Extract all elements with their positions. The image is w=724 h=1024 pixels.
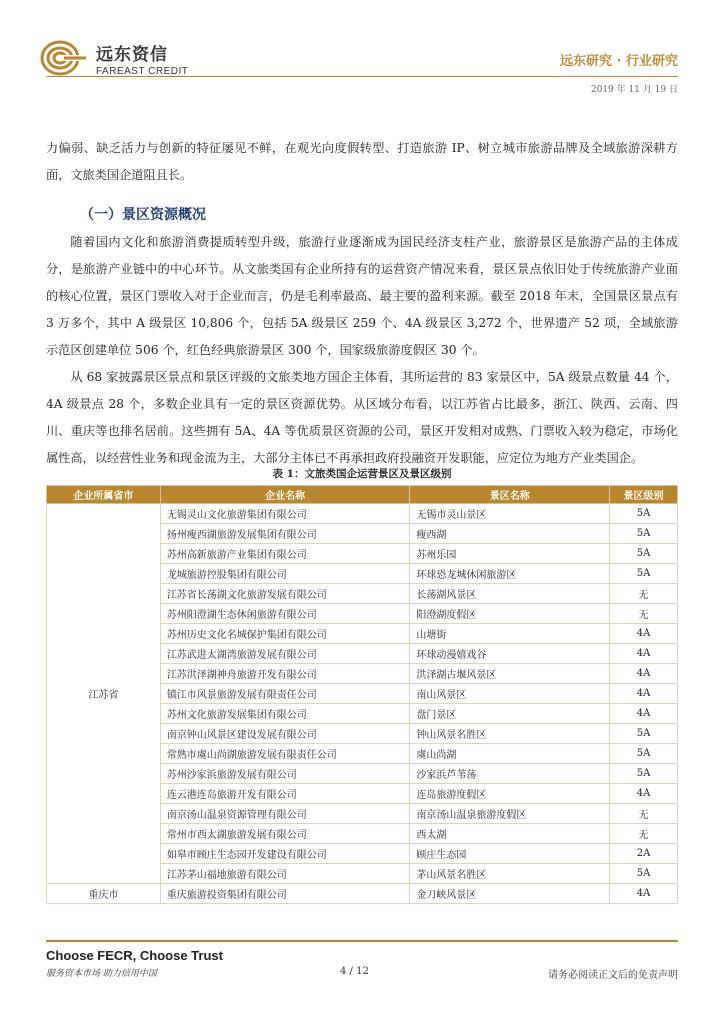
cell-scenic-area: 盘门景区 bbox=[410, 704, 610, 724]
disclaimer-notice: 请务必阅读正文后的免责声明 bbox=[548, 970, 678, 981]
logo-chinese-name: 远东资信 bbox=[96, 44, 168, 65]
cell-level: 4A bbox=[610, 624, 678, 644]
paragraph-intro: 力偏弱、缺乏活力与创新的特征屡见不鲜，在观光向度假转型、打造旅游 IP、树立城市旅游品牌及全域旅游深耕方面，文旅类国企道阻且长。 bbox=[46, 141, 678, 182]
footer-slogan: Choose FECR, Choose Trust bbox=[46, 948, 223, 963]
page-number: 4 / 12 bbox=[340, 966, 369, 977]
cell-scenic-area: 阳澄湖度假区 bbox=[410, 604, 610, 624]
cell-company: 江苏省长荡湖文化旅游发展有限公司 bbox=[160, 584, 410, 604]
cell-scenic-area: 虞山尚湖 bbox=[410, 744, 610, 764]
paragraph-overview: 随着国内文化和旅游消费提质转型升级，旅游行业逐渐成为国民经济支柱产业，旅游景区是旅游产品的主体成分，是旅游产业链中的中心环节。从文旅类国有企业所持有的运营资产情况来看，景区景点依旧处于传统旅游产业面的核心位置，景区门票收入对于企业而言，仍是毛利率最高、最主要的盈利来源。截至 2018 年末，全国景区景点有 3 万多个，其中 A 级景区 10,806 个，包括 5A 级景区 259 个、4A 级景区 3,272 个，世界遗产 52 项，全域旅游示范区创建单位 506 个，红色经典旅游景区 300 个，国家级旅游度假区 30 个。 bbox=[46, 235, 678, 357]
cell-scenic-area: 沙家浜芦苇荡 bbox=[410, 764, 610, 784]
page-header bbox=[0, 0, 724, 110]
cell-level: 4A bbox=[610, 644, 678, 664]
cell-company: 如皋市顾庄生态园开发建设有限公司 bbox=[160, 844, 410, 864]
table-row bbox=[47, 504, 678, 524]
cell-level: 5A bbox=[610, 544, 678, 564]
cell-scenic-area: 长荡湖风景区 bbox=[410, 584, 610, 604]
cell-level: 5A bbox=[610, 564, 678, 584]
cell-level: 4A bbox=[610, 684, 678, 704]
cell-level: 5A bbox=[610, 744, 678, 764]
cell-province: 重庆市 bbox=[47, 884, 161, 904]
cell-level: 5A bbox=[610, 724, 678, 744]
footer-divider bbox=[46, 940, 678, 942]
cell-level: 4A bbox=[610, 704, 678, 724]
section-heading: （一）景区资源概况 bbox=[80, 207, 206, 223]
cell-company: 常州市西太湖旅游发展有限公司 bbox=[160, 824, 410, 844]
cell-company: 常熟市虞山尚湖旅游发展有限责任公司 bbox=[160, 744, 410, 764]
cell-company: 重庆旅游投资集团有限公司 bbox=[160, 884, 410, 904]
cell-level: 无 bbox=[610, 804, 678, 824]
cell-company: 龙城旅游控股集团有限公司 bbox=[160, 564, 410, 584]
cell-scenic-area: 环球恐龙城休闲旅游区 bbox=[410, 564, 610, 584]
cell-company: 苏州高新旅游产业集团有限公司 bbox=[160, 544, 410, 564]
cell-company: 苏州文化旅游发展集团有限公司 bbox=[160, 704, 410, 724]
cell-company: 连云港连岛旅游开发有限公司 bbox=[160, 784, 410, 804]
cell-company: 无锡灵山文化旅游集团有限公司 bbox=[160, 504, 410, 524]
cell-level: 5A bbox=[610, 524, 678, 544]
header-scenic-area: 景区名称 bbox=[410, 486, 610, 504]
cell-level: 无 bbox=[610, 824, 678, 844]
cell-company: 江苏洪泽湖神舟旅游开发有限公司 bbox=[160, 664, 410, 684]
cell-scenic-area: 南京汤山温泉旅游度假区 bbox=[410, 804, 610, 824]
cell-company: 苏州历史文化名城保护集团有限公司 bbox=[160, 624, 410, 644]
cell-company: 南京汤山温泉资源管理有限公司 bbox=[160, 804, 410, 824]
cell-company: 江苏茅山福地旅游有限公司 bbox=[160, 864, 410, 884]
cell-scenic-area: 洪泽湖古堰风景区 bbox=[410, 664, 610, 684]
header-level: 景区级别 bbox=[610, 486, 678, 504]
cell-level: 4A bbox=[610, 784, 678, 804]
cell-company: 南京钟山风景区建设发展有限公司 bbox=[160, 724, 410, 744]
cell-company: 江苏武进太湖湾旅游发展有限公司 bbox=[160, 644, 410, 664]
cell-scenic-area: 连岛旅游度假区 bbox=[410, 784, 610, 804]
table-header-row bbox=[47, 486, 678, 504]
cell-scenic-area: 西太湖 bbox=[410, 824, 610, 844]
scenic-area-table bbox=[46, 485, 678, 904]
main-content bbox=[46, 135, 678, 472]
report-date: 2019 年 11 月 19 日 bbox=[590, 85, 678, 95]
cell-scenic-area: 顾庄生态园 bbox=[410, 844, 610, 864]
table-body bbox=[47, 504, 678, 904]
table-row bbox=[47, 884, 678, 904]
logo-mark-icon bbox=[40, 38, 88, 78]
company-logo bbox=[40, 38, 188, 78]
cell-company: 苏州沙家浜旅游发展有限公司 bbox=[160, 764, 410, 784]
cell-province: 江苏省 bbox=[47, 504, 161, 884]
cell-scenic-area: 茅山风景名胜区 bbox=[410, 864, 610, 884]
cell-level: 5A bbox=[610, 764, 678, 784]
cell-level: 无 bbox=[610, 584, 678, 604]
report-category: 远东研究 · 行业研究 bbox=[560, 54, 678, 69]
table-caption: 表 1：文旅类国企运营景区及景区级别 bbox=[272, 468, 452, 480]
cell-scenic-area: 钟山风景名胜区 bbox=[410, 724, 610, 744]
cell-level: 无 bbox=[610, 604, 678, 624]
cell-level: 5A bbox=[610, 864, 678, 884]
cell-level: 4A bbox=[610, 664, 678, 684]
cell-company: 扬州瘦西湖旅游发展集团有限公司 bbox=[160, 524, 410, 544]
header-province: 企业所属省市 bbox=[47, 486, 161, 504]
cell-scenic-area: 苏州乐园 bbox=[410, 544, 610, 564]
cell-company: 镇江市风景旅游发展有限责任公司 bbox=[160, 684, 410, 704]
cell-level: 5A bbox=[610, 504, 678, 524]
logo-english-name: FAREAST CREDIT bbox=[96, 65, 189, 77]
cell-scenic-area: 环球动漫嬉戏谷 bbox=[410, 644, 610, 664]
cell-scenic-area: 南山风景区 bbox=[410, 684, 610, 704]
footer-tagline: 服务资本市场 助力信用中国 bbox=[46, 969, 157, 979]
cell-scenic-area: 瘦西湖 bbox=[410, 524, 610, 544]
cell-level: 4A bbox=[610, 884, 678, 904]
paragraph-distribution: 从 68 家披露景区景点和景区评级的文旅类地方国企主体看，其所运营的 83 家景区中，5A 级景点数量 44 个，4A 级景点 28 个，多数企业具有一定的景区资源优势。从区域分布看，以江苏省占比最多，浙江、陕西、云南、四川、重庆等也排名居前。这些拥有 5A、4A 等优质景区资源的公司，景区开发相对成熟、门票收入较为稳定，市场化属性高，以经营性业务和现金流为主，大部分主体已不再承担政府投融资开发职能，应定位为地方产业类国企。 bbox=[46, 370, 678, 465]
cell-scenic-area: 山塘街 bbox=[410, 624, 610, 644]
header-company: 企业名称 bbox=[160, 486, 410, 504]
cell-scenic-area: 金刀峡风景区 bbox=[410, 884, 610, 904]
header-divider bbox=[46, 76, 678, 77]
cell-scenic-area: 无锡市灵山景区 bbox=[410, 504, 610, 524]
cell-level: 2A bbox=[610, 844, 678, 864]
cell-company: 苏州阳澄湖生态休闲旅游有限公司 bbox=[160, 604, 410, 624]
